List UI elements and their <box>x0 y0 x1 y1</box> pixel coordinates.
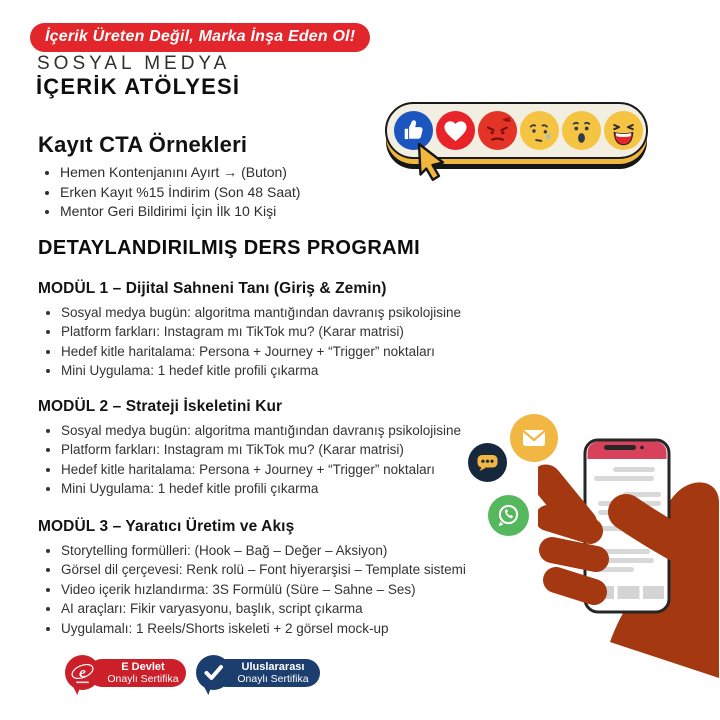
cta-item: • Erken Kayıt %15 İndirim (Son 48 Saat) <box>60 183 374 203</box>
badge-tail <box>69 684 80 695</box>
module-3-title: MODÜL 3 – Yaratıcı Üretim ve Akış <box>38 518 295 535</box>
chat-bubble-icon <box>468 443 507 482</box>
hand-holding-phone-illustration <box>538 410 720 720</box>
module-item: • Mini Uygulama: 1 hedef kitle profili çıkarma <box>61 479 508 498</box>
angry-face-icon <box>478 111 517 150</box>
module-item: • Hedef kitle haritalama: Persona + Journey + “Trigger” noktaları <box>61 460 508 479</box>
module-item: • Sosyal medya bugün: algoritma mantığından davranış psikolojisine <box>61 303 508 322</box>
module-item: • Mini Uygulama: 1 hedef kitle profili çıkarma <box>61 361 508 380</box>
module-3-section <box>38 518 508 638</box>
cursor-arrow-icon <box>412 141 454 183</box>
page-title-line2: İÇERİK ATÖLYESİ <box>36 74 241 99</box>
badge-title: Uluslararası <box>241 661 305 673</box>
badge-e-devlet <box>88 659 186 687</box>
cta-list <box>44 163 374 222</box>
program-heading: DETAYLANDIRILMIŞ DERS PROGRAMI <box>38 237 421 259</box>
module-item: • Platform farkları: Instagram mı TikTok mu? (Karar matrisi) <box>61 322 508 341</box>
module-item: • Platform farkları: Instagram mı TikTok mu? (Karar matrisi) <box>61 440 508 459</box>
page-title-line1: SOSYAL MEDYA <box>37 53 231 74</box>
module-item: • Video içerik hızlandırma: 3S Formülü (Süre – Sahne – Ses) <box>61 580 508 599</box>
module-1-list <box>45 303 508 381</box>
module-item: • Sosyal medya bugün: algoritma mantığından davranış psikolojisine <box>61 421 508 440</box>
cta-item: • Hemen Kontenjanını Ayırt → (Buton) <box>60 163 374 183</box>
module-item: • Hedef kitle haritalama: Persona + Journey + “Trigger” noktaları <box>61 342 508 361</box>
module-1-title: MODÜL 1 – Dijital Sahneni Tanı (Giriş & Zemin) <box>38 280 387 297</box>
module-item: • AI araçları: Fikir varyasyonu, başlık, script çıkarma <box>61 599 508 618</box>
badge-subtitle: Onaylı Sertifika <box>107 673 179 685</box>
whatsapp-icon <box>488 495 529 536</box>
badge-tail <box>200 684 211 695</box>
module-item: • Uygulamalı: 1 Reels/Shorts iskeleti + 2 görsel mock-up <box>61 619 508 638</box>
module-item: • Görsel dil çerçevesi: Renk rolü – Font hiyerarşisi – Template sistemi <box>61 560 508 579</box>
module-item: • Storytelling formülleri: (Hook – Bağ – Değer – Aksiyon) <box>61 541 508 560</box>
badge-title: E Devlet <box>121 661 165 673</box>
svg-text:e: e <box>79 665 86 681</box>
module-2-title: MODÜL 2 – Strateji İskeletini Kur <box>38 398 283 415</box>
module-1-section <box>38 280 508 381</box>
module-3-list <box>45 541 508 638</box>
top-banner: İçerik Üreten Değil, Marka İnşa Eden Ol! <box>30 23 370 52</box>
sad-worried-face-icon <box>520 111 559 150</box>
haha-laughing-face-icon <box>604 111 643 150</box>
wow-surprised-face-icon <box>562 111 601 150</box>
cta-item: • Mentor Geri Bildirimi İçin İlk 10 Kişi <box>60 202 374 222</box>
cta-heading: Kayıt CTA Örnekleri <box>38 132 248 157</box>
module-2-list <box>45 421 508 499</box>
badge-subtitle: Onaylı Sertifika <box>237 673 309 685</box>
module-2-section <box>38 398 508 499</box>
